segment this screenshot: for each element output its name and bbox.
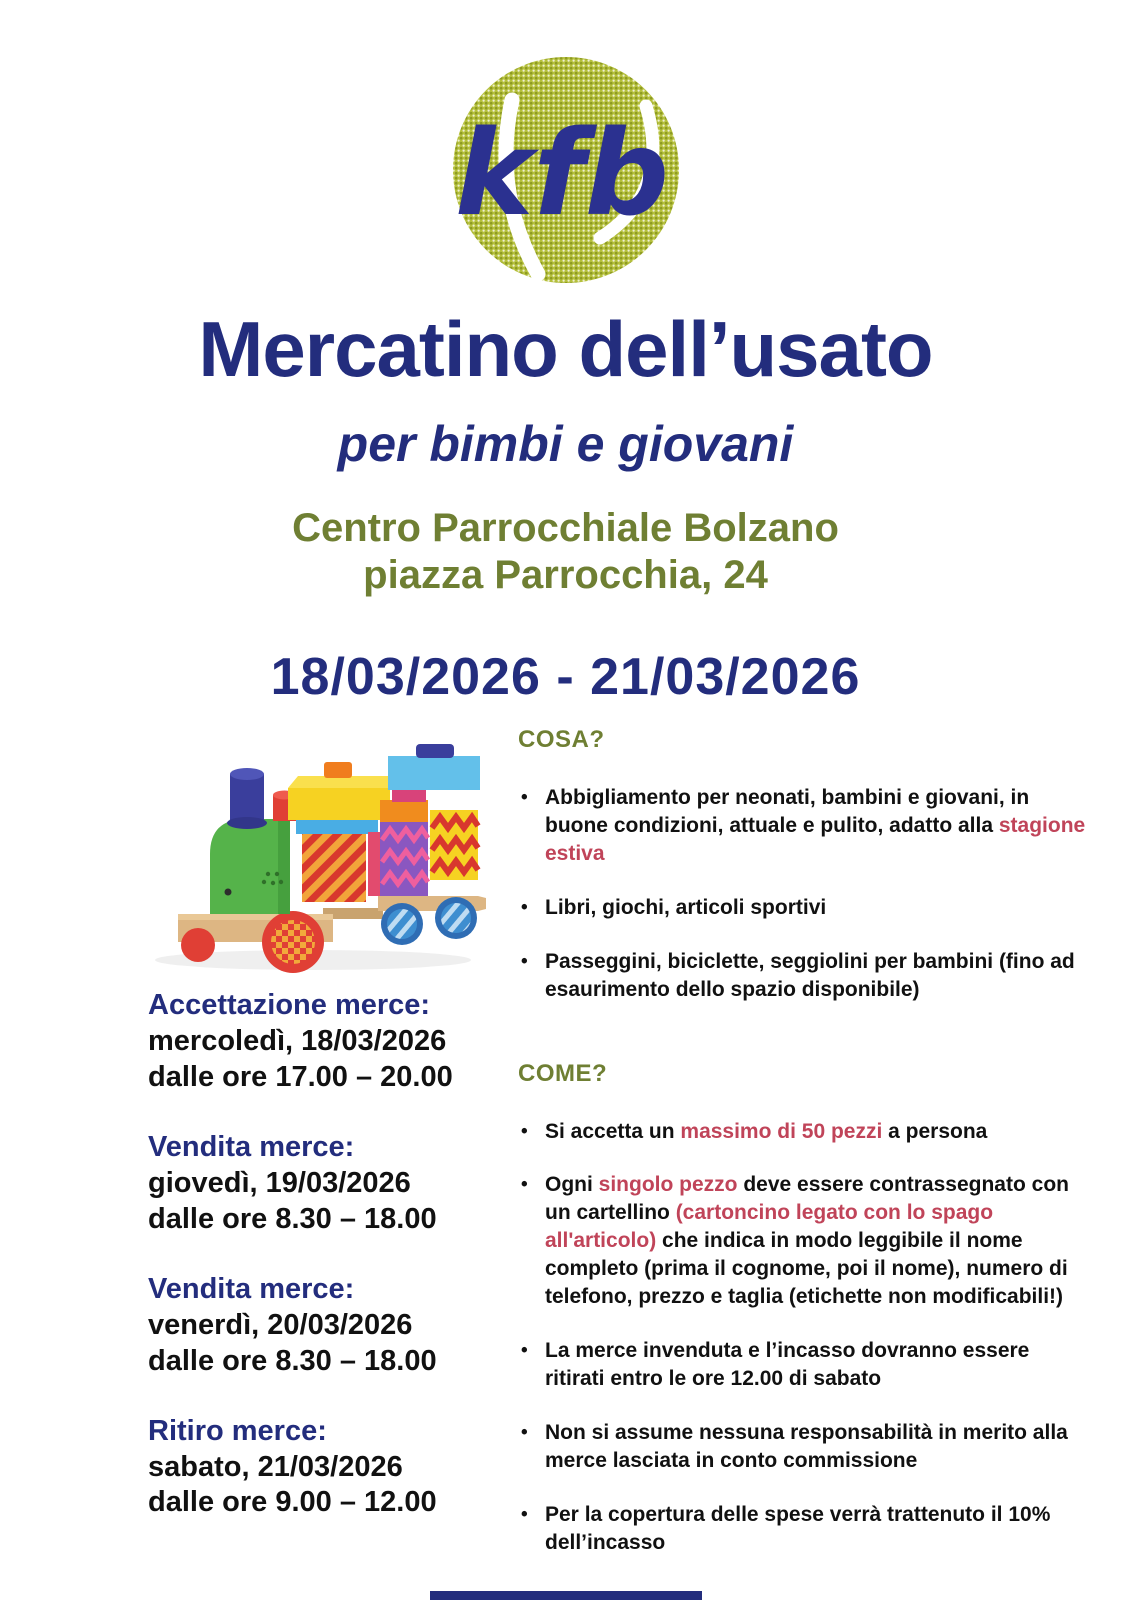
kfb-logo: [450, 42, 682, 294]
come-list: [518, 1118, 1092, 1557]
schedule-hours: dalle ore 8.30 – 18.00: [148, 1344, 437, 1377]
toy-train-image: [138, 702, 488, 977]
schedule-heading: Vendita merce:: [148, 1272, 355, 1305]
list-item: [518, 1118, 1092, 1146]
venue-address: piazza Parrocchia, 24: [363, 552, 768, 597]
schedule-block: [148, 1272, 520, 1380]
list-item: [518, 948, 1092, 1004]
event-date-range: 18/03/2026 - 21/03/2026: [270, 647, 861, 706]
list-item-text: Per la copertura delle spese verrà trattenuto il 10% dell’incasso: [545, 1502, 1051, 1554]
page-subtitle: per bimbi e giovani: [337, 416, 794, 472]
schedule-hours: dalle ore 8.30 – 18.00: [148, 1202, 437, 1235]
schedule-heading: Vendita merce:: [148, 1130, 355, 1163]
list-item-text: Ogni singolo pezzo deve essere contrassegnato con un cartellino (cartoncino legato con lo spago all'articolo) che indica in modo leggibile il nome completo (prima il cognome, poi il nome), numero di telefono, prezzo e taglia (etichette non modificabili!): [545, 1173, 1069, 1309]
schedule-heading: Ritiro merce:: [148, 1414, 327, 1447]
list-item-text: Non si assume nessuna responsabilità in merito alla merce lasciata in conto commissione: [545, 1420, 1068, 1472]
list-item-text: Si accetta un massimo di 50 pezzi a persona: [545, 1119, 988, 1143]
schedule-heading: Accettazione merce:: [148, 989, 431, 1021]
section-heading-cosa: COSA?: [518, 726, 605, 753]
list-item: [518, 784, 1092, 868]
list-item-text: La merce invenduta e l’incasso dovranno essere ritirati entro le ore 12.00 di sabato: [545, 1339, 1030, 1390]
schedule-hours: dalle ore 17.00 – 20.00: [148, 1060, 453, 1093]
bottom-edge-bar: [430, 1591, 702, 1600]
venue-name: Centro Parrocchiale Bolzano: [292, 506, 839, 550]
schedule-block: [148, 1414, 520, 1522]
list-item-text: Abbigliamento per neonati, bambini e giovani, in buone condizioni, attuale e pulito, adatto alla stagione estiva: [545, 786, 1086, 865]
logo-container: [0, 0, 1131, 294]
list-item: [518, 1501, 1092, 1557]
list-item-text: Libri, giochi, articoli sportivi: [545, 895, 827, 919]
list-item: [518, 894, 1092, 922]
schedule-block: [148, 988, 520, 1096]
list-item-text: Passeggini, biciclette, seggiolini per bambini (fino ad esaurimento dello spazio disponibile): [545, 949, 1075, 1001]
schedule-day: venerdì, 20/03/2026: [148, 1308, 413, 1341]
list-item: [518, 1337, 1092, 1393]
schedule-hours: dalle ore 9.00 – 12.00: [148, 1486, 437, 1519]
schedule-day: sabato, 21/03/2026: [148, 1450, 403, 1483]
list-item: [518, 1419, 1092, 1475]
schedule-block: [148, 1130, 520, 1238]
schedule-list: [148, 988, 520, 1555]
info-column: [518, 726, 1092, 1583]
list-item: [518, 1171, 1092, 1311]
poster-header: [0, 0, 1131, 707]
schedule-day: mercoledì, 18/03/2026: [148, 1024, 447, 1057]
section-heading-come: COME?: [518, 1059, 608, 1087]
schedule-day: giovedì, 19/03/2026: [148, 1166, 411, 1199]
logo-text: kfb: [454, 104, 669, 242]
cosa-list: [518, 784, 1092, 1004]
page-title: Mercatino dell’usato: [198, 305, 933, 393]
venue-block: [0, 505, 1131, 599]
